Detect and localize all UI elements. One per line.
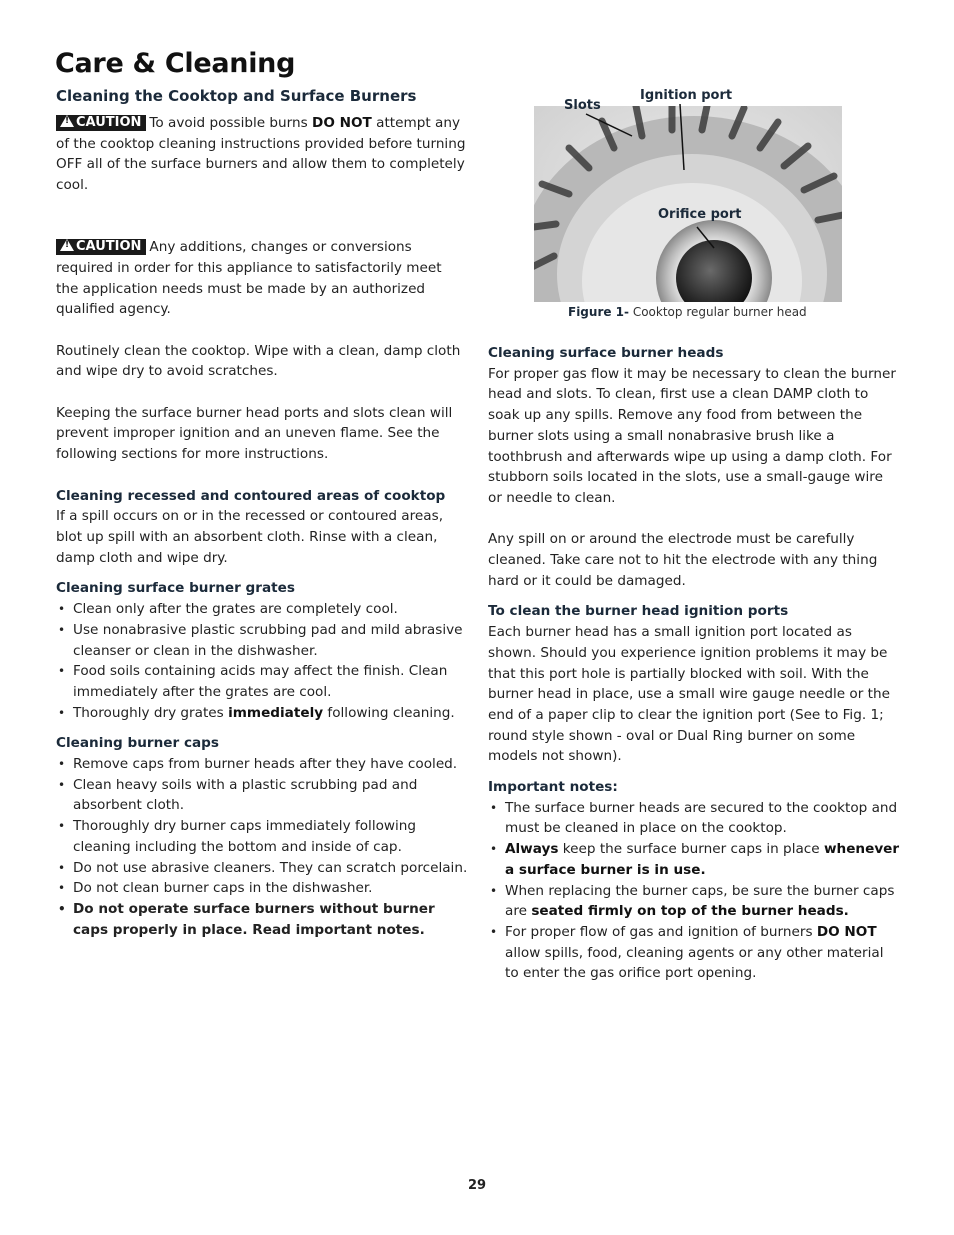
- label-slots: Slots: [564, 98, 601, 113]
- paragraph-routine-clean: Routinely clean the cooktop. Wipe with a clean, damp cloth and wipe dry to avoid scratches.: [56, 342, 461, 380]
- warning-triangle-icon: [60, 115, 74, 127]
- warning-triangle-icon: [60, 239, 74, 251]
- paragraph-ignition-ports: Each burner head has a small ignition port located as shown. Should you experience ignition problems it may be that this port hole is partially blocked with soil. With the burner head in place, use a small wire gauge needle or the end of a paper clip to clear the ignition port (See to Fig. 1; round style shown - oval or Dual Ring burner on some models not shown).: [488, 624, 890, 765]
- caution-badge: !CAUTION: [56, 239, 146, 255]
- list-item: • Do not clean burner caps in the dishwasher.: [56, 878, 468, 899]
- list-important-notes: [488, 798, 900, 984]
- page-number: 29: [467, 1178, 487, 1193]
- paragraph-keeping-ports-clean: Keeping the surface burner head ports and slots clean will prevent improper ignition and an uneven flame. See the following sections for more instructions.: [56, 404, 453, 463]
- figure-burner-head: [534, 88, 844, 302]
- page-title: Care & Cleaning: [55, 48, 296, 79]
- paragraph-recessed-areas: If a spill occurs on or in the recessed or contoured areas, blot up spill with an absorbent cloth. Rinse with a clean, damp cloth and wipe dry.: [56, 508, 444, 566]
- list-item: • When replacing the burner caps, be sure the burner caps are seated firmly on top of the burner heads.: [488, 881, 900, 922]
- heading-important-notes: Important notes:: [488, 779, 618, 796]
- caution-paragraph-conversions: !CAUTION Any additions, changes or conversions required in order for this appliance to satisfactorily meet the application needs must be made by an authorized qualified agency.: [56, 237, 468, 320]
- caution-paragraph-burns: !CAUTION To avoid possible burns DO NOT attempt any of the cooktop cleaning instructions provided before turning OFF all of the surface burners and allow them to completely cool.: [56, 113, 468, 196]
- heading-burner-caps: Cleaning burner caps: [56, 735, 220, 752]
- list-item: • Thoroughly dry grates immediately following cleaning.: [56, 703, 468, 724]
- paragraph-electrode: Any spill on or around the electrode must be carefully cleaned. Take care not to hit the electrode with any thing hard or it could be damaged.: [488, 531, 878, 589]
- heading-burner-grates: Cleaning surface burner grates: [56, 580, 295, 597]
- right-column: [488, 343, 900, 984]
- list-item: • Thoroughly dry burner caps immediately following cleaning including the bottom and inside of cap.: [56, 816, 468, 857]
- list-item: • Clean only after the grates are completely cool.: [56, 599, 468, 620]
- list-item: • For proper flow of gas and ignition of burners DO NOT allow spills, food, cleaning agents or any other material to enter the gas orifice port opening.: [488, 922, 900, 984]
- heading-recessed-areas: Cleaning recessed and contoured areas of cooktop: [56, 487, 446, 504]
- list-burner-caps: [56, 754, 468, 940]
- list-item-warning: • Do not operate surface burners without burner caps properly in place. Read important notes.: [56, 899, 468, 940]
- list-burner-grates: [56, 599, 468, 723]
- list-item: • The surface burner heads are secured to the cooktop and must be cleaned in place on the cooktop.: [488, 798, 900, 839]
- label-ignition-port: Ignition port: [640, 88, 733, 103]
- list-item: • Use nonabrasive plastic scrubbing pad and mild abrasive cleanser or clean in the dishwasher.: [56, 620, 468, 661]
- heading-burner-heads: Cleaning surface burner heads: [488, 345, 724, 361]
- list-item: • Always keep the surface burner caps in place whenever a surface burner is in use.: [488, 839, 900, 880]
- list-item: • Remove caps from burner heads after they have cooled.: [56, 754, 468, 775]
- figure-callout-lines: [534, 88, 844, 302]
- list-item: • Clean heavy soils with a plastic scrubbing pad and absorbent cloth.: [56, 775, 468, 816]
- left-column: [56, 86, 468, 940]
- figure-caption: Figure 1- Cooktop regular burner head: [568, 305, 807, 319]
- heading-ignition-ports: To clean the burner head ignition ports: [488, 603, 789, 620]
- list-item: • Do not use abrasive cleaners. They can scratch porcelain.: [56, 858, 468, 879]
- caution-badge: !CAUTION: [56, 115, 146, 131]
- paragraph-burner-heads: For proper gas flow it may be necessary to clean the burner head and slots. To clean, first use a clean DAMP cloth to soak up any spills. Remove any food from between the burner slots using a small nonabrasive brush like a toothbrush and afterwards wipe up using a damp cloth. For stubborn soils located in the slots, use a small-gauge wire or needle to clean.: [488, 365, 896, 506]
- list-item: • Food soils containing acids may affect the finish. Clean immediately after the grates are cool.: [56, 661, 468, 702]
- section-heading-cooktop: Cleaning the Cooktop and Surface Burners: [56, 87, 417, 105]
- label-orifice-port: Orifice port: [658, 207, 742, 222]
